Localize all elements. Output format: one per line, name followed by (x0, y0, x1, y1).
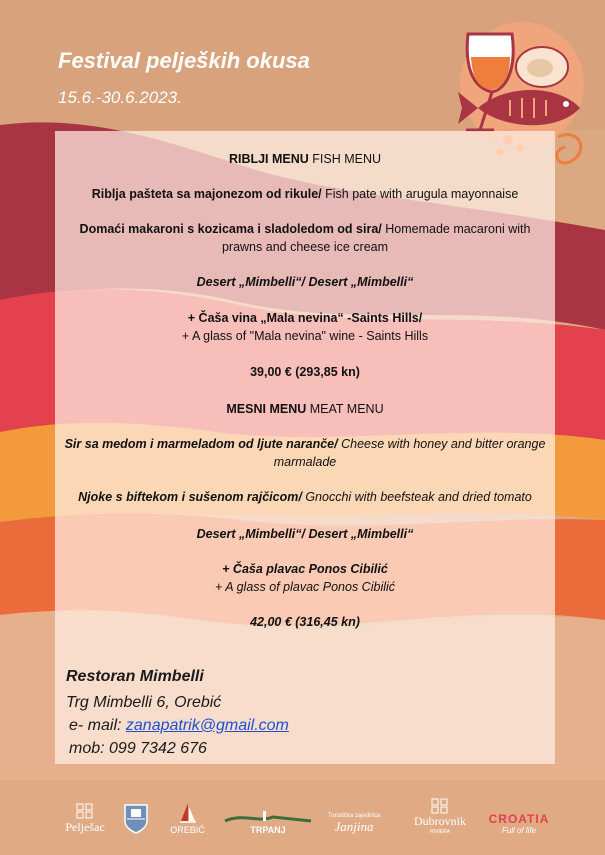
logo-croatia-tag: Full of life (501, 826, 537, 835)
fish-starter (55, 185, 555, 204)
fish-starter-hr: Riblja pašteta sa majonezom od rikule/ (91, 187, 322, 201)
logo-trpanj-text: TRPANJ (250, 825, 286, 835)
logo-dubrovnik-text: Dubrovnik (414, 814, 466, 828)
meat-wine-en: + A glass of plavac Ponos Cibilić (214, 580, 396, 594)
fish-main-en-1: Homemade macaroni with (385, 222, 531, 236)
crest-icon (123, 801, 149, 835)
festival-dates: 15.6.-30.6.2023. (58, 88, 182, 107)
fish-main-en-2: prawns and cheese ice cream (221, 240, 389, 254)
restaurant-mobile: mob: 099 7342 676 (69, 740, 207, 757)
logo-croatia-text: CROATIA (488, 812, 550, 826)
logo-dubrovnik (402, 790, 478, 835)
meat-menu-heading-en: MEAT MENU (309, 402, 384, 416)
meat-starter-hr: Sir sa medom i marmeladom od ljute naranče/ (64, 437, 338, 451)
restaurant-name: Restoran Mimbelli (66, 668, 204, 685)
fish-menu-heading (55, 150, 555, 169)
meat-main (55, 488, 555, 507)
meat-wine-hr: + Čaša plavac Ponos Cibilić (222, 562, 388, 576)
restaurant-email-line (69, 717, 289, 735)
coast-icon (74, 802, 96, 820)
restaurant-address: Trg Mimbelli 6, Orebić (66, 694, 222, 711)
lighthouse-icon (223, 809, 313, 825)
fish-starter-en: Fish pate with arugula mayonnaise (325, 187, 519, 201)
meat-main-hr: Njoke s biftekom i sušenom rajčicom/ (78, 490, 302, 504)
fish-main-hr: Domaći makaroni s kozicama i sladoledom od sira/ (79, 222, 382, 236)
logo-crest (118, 790, 154, 835)
logo-orebic (160, 790, 215, 835)
email-link[interactable]: zanapatrik@gmail.com (125, 717, 289, 734)
meat-price: 42,00 € (316,45 kn) (250, 615, 360, 629)
meat-dessert: Desert „Mimbelli“/ Desert „Mimbelli“ (196, 527, 414, 541)
fish-dessert: Desert „Mimbelli“/ Desert „Mimbelli“ (196, 275, 414, 289)
sailboat-icon (178, 801, 198, 825)
fish-menu-heading-hr: RIBLJI MENU (228, 152, 309, 166)
meat-starter-en-1: Cheese with honey and bitter orange (341, 437, 546, 451)
oyster-icon (516, 47, 568, 87)
logo-janjina-small: Turistička zajednica (327, 813, 381, 819)
logo-janjina (320, 790, 388, 835)
meat-menu-heading (55, 400, 555, 419)
logo-dubrovnik-small: RIVIERA (429, 829, 450, 835)
fish-wine-en: + A glass of "Mala nevina" wine - Saints Hills (181, 329, 429, 343)
meat-starter-en-2: marmalade (273, 455, 337, 469)
fish-main (55, 220, 555, 239)
logo-trpanj (222, 790, 314, 835)
fish-menu-heading-en: FISH MENU (312, 152, 382, 166)
fish-wine-hr: + Čaša vina „Mala nevina“ -Saints Hills/ (187, 311, 423, 325)
logo-janjina-text: Janjina (334, 819, 374, 834)
email-label: e- mail: (69, 717, 122, 734)
festival-title: Festival peljeških okusa (58, 48, 310, 73)
logo-orebic-text: OREBIĆ (170, 825, 205, 835)
meat-starter (55, 435, 555, 454)
logo-croatia (488, 790, 550, 835)
logo-peljesac-text: Pelješac (65, 820, 105, 834)
meat-main-en: Gnocchi with beefsteak and dried tomato (305, 490, 532, 504)
coast-icon (430, 798, 450, 814)
fish-price: 39,00 € (293,85 kn) (250, 365, 360, 379)
meat-menu-heading-hr: MESNI MENU (226, 402, 307, 416)
logo-peljesac (55, 790, 115, 835)
